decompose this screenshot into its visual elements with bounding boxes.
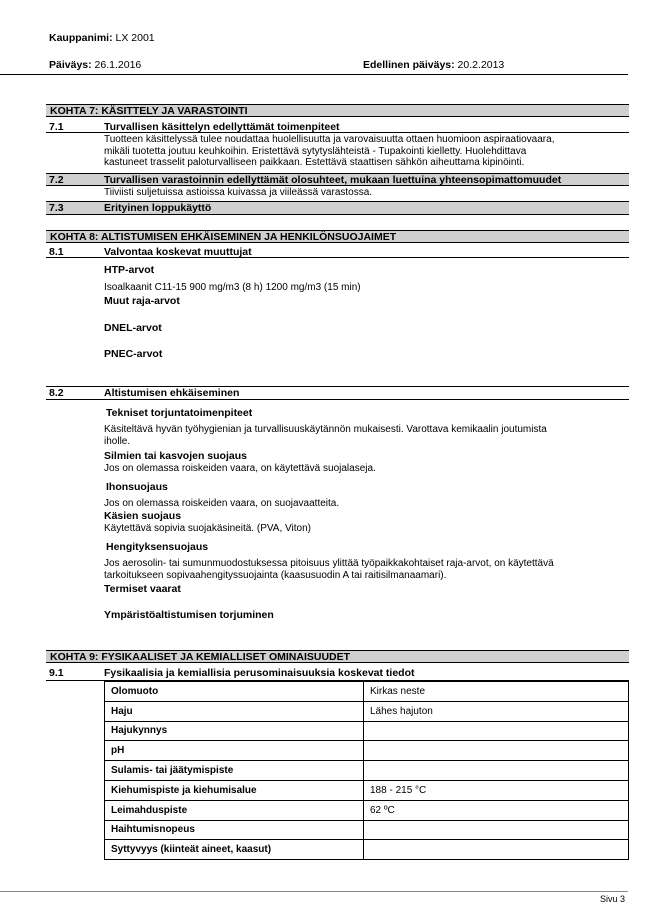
pnec-label: PNEC-arvot <box>104 348 163 360</box>
section-7-heading: KOHTA 7: KÄSITTELY JA VARASTOINTI <box>46 104 629 117</box>
text-line: mikäli tuotetta joutuu keuhkoihin. Eristettävä sytytyslähteistä - Tupakointi kielletty. Huolehdittava <box>104 145 527 157</box>
htp-label: HTP-arvot <box>104 264 155 276</box>
eye-protection-text: Jos on olemassa roiskeiden vaara, on käytettävä suojalaseja. <box>104 463 376 474</box>
property-value <box>364 721 629 741</box>
skin-protection-label: Ihonsuojaus <box>106 481 168 493</box>
other-limits-label: Muut raja-arvot <box>104 295 180 307</box>
skin-protection-text: Jos on olemassa roiskeiden vaara, on suojavaatteita. <box>104 498 340 509</box>
subsection-title: Altistumisen ehkäiseminen <box>104 387 240 399</box>
table-row <box>105 840 629 860</box>
property-value <box>364 741 629 761</box>
subsection-number: 9.1 <box>49 667 64 679</box>
text-line: Jos aerosolin- tai sumunmuodostuksessa pitoisuus ylittää työpaikkakohtaiset raja-arvot, on käytettävä <box>104 558 554 569</box>
date-value: 26.1.2016 <box>94 59 142 71</box>
text-line: Käsiteltävä hyvän työhygienian ja turvallisuuskäytännön mukaisesti. Varottava kemikaalin joutumista <box>104 424 547 435</box>
previous-date-value: 20.2.2013 <box>457 59 505 71</box>
property-label: Haju <box>105 701 364 721</box>
property-value: Lähes hajuton <box>364 701 629 721</box>
previous-date-line <box>363 59 504 71</box>
property-label: Sulamis- tai jäätymispiste <box>105 761 364 781</box>
property-value <box>364 820 629 840</box>
property-label: Leimahduspiste <box>105 800 364 820</box>
property-value <box>364 761 629 781</box>
subsection-number: 7.3 <box>49 202 64 214</box>
date-label: Päiväys: <box>49 59 92 71</box>
table-row <box>105 780 629 800</box>
trade-name-label: Kauppanimi: <box>49 32 113 44</box>
property-value <box>364 840 629 860</box>
text-line: iholle. <box>104 435 131 447</box>
dnel-label: DNEL-arvot <box>104 322 162 334</box>
htp-text: Isoalkaanit C11-15 900 mg/m3 (8 h) 1200 mg/m3 (15 min) <box>104 282 361 293</box>
hand-protection-text: Käytettävä sopivia suojakäsineitä. (PVA, Viton) <box>104 523 311 534</box>
header-divider <box>0 74 628 75</box>
trade-name-line <box>49 32 155 44</box>
subsection-7-1 <box>46 121 629 133</box>
subsection-9-1 <box>46 667 629 681</box>
property-value: 62 ºC <box>364 800 629 820</box>
property-label: Haihtumisnopeus <box>105 820 364 840</box>
property-label: Olomuoto <box>105 682 364 702</box>
subsection-title: Fysikaalisia ja kemiallisia perusominaisuuksia koskevat tiedot <box>104 667 415 679</box>
text-line: kastuneet trasselit paloturvalliseen paikkaan. Estettävä staattisen sähkön aiheuttama kipinöinti. <box>104 157 525 168</box>
subsection-8-1 <box>46 246 629 258</box>
footer-divider <box>0 891 628 892</box>
subsection-title: Turvallisen käsittelyn edellyttämät toimenpiteet <box>104 121 340 133</box>
thermal-hazards-label: Termiset vaarat <box>104 583 181 595</box>
subsection-number: 7.1 <box>49 121 64 133</box>
section-9-heading: KOHTA 9: FYSIKAALISET JA KEMIALLISET OMINAISUUDET <box>46 650 629 663</box>
property-label: pH <box>105 741 364 761</box>
page-number: Sivu 3 <box>600 894 626 904</box>
text-line: tarkoitukseen sopivaahengityssuojainta (kaasusuodin A tai raitisilmanaamari). <box>104 569 447 581</box>
table-row <box>105 682 629 702</box>
hand-protection-label: Käsien suojaus <box>104 510 182 522</box>
previous-date-label: Edellinen päiväys: <box>363 59 455 71</box>
table-row <box>105 800 629 820</box>
property-label: Syttyvyys (kiinteät aineet, kaasut) <box>105 840 364 860</box>
property-value: 188 - 215 °C <box>364 780 629 800</box>
technical-measures-label: Tekniset torjuntatoimenpiteet <box>106 407 253 419</box>
environmental-exposure-label: Ympäristöaltistumisen torjuminen <box>104 609 274 621</box>
subsection-number: 7.2 <box>49 174 64 186</box>
subsection-8-2 <box>46 386 629 400</box>
table-row <box>105 761 629 781</box>
section-8-heading: KOHTA 8: ALTISTUMISEN EHKÄISEMINEN JA HENKILÖNSUOJAIMET <box>46 230 629 243</box>
table-row <box>105 820 629 840</box>
respiratory-protection-label: Hengityksensuojaus <box>106 541 209 553</box>
property-value: Kirkas neste <box>364 682 629 702</box>
property-label: Hajukynnys <box>105 721 364 741</box>
handling-text <box>104 134 624 169</box>
respiratory-protection-text <box>104 558 624 581</box>
properties-table <box>104 681 629 860</box>
date-line <box>49 59 141 71</box>
subsection-title: Erityinen loppukäyttö <box>104 202 212 214</box>
text-line: Tuotteen käsittelyssä tulee noudattaa huolellisuutta ja varovaisuutta ottaen huomioon aspiraatiovaara, <box>104 134 555 145</box>
technical-measures-text <box>104 424 624 447</box>
subsection-title: Valvontaa koskevat muuttujat <box>104 246 252 258</box>
property-label: Kiehumispiste ja kiehumisalue <box>105 780 364 800</box>
table-row <box>105 741 629 761</box>
subsection-7-3 <box>46 201 629 215</box>
table-row <box>105 701 629 721</box>
subsection-title: Turvallisen varastoinnin edellyttämät olosuhteet, mukaan luettuina yhteensopimattomuudet <box>104 174 562 186</box>
eye-protection-label: Silmien tai kasvojen suojaus <box>104 450 247 462</box>
subsection-number: 8.2 <box>49 387 64 399</box>
subsection-number: 8.1 <box>49 246 64 258</box>
subsection-7-2 <box>46 173 629 186</box>
trade-name: LX 2001 <box>115 32 155 44</box>
storage-text: Tiiviisti suljetuissa astioissa kuivassa ja viileässä varastossa. <box>104 187 373 198</box>
table-row <box>105 721 629 741</box>
